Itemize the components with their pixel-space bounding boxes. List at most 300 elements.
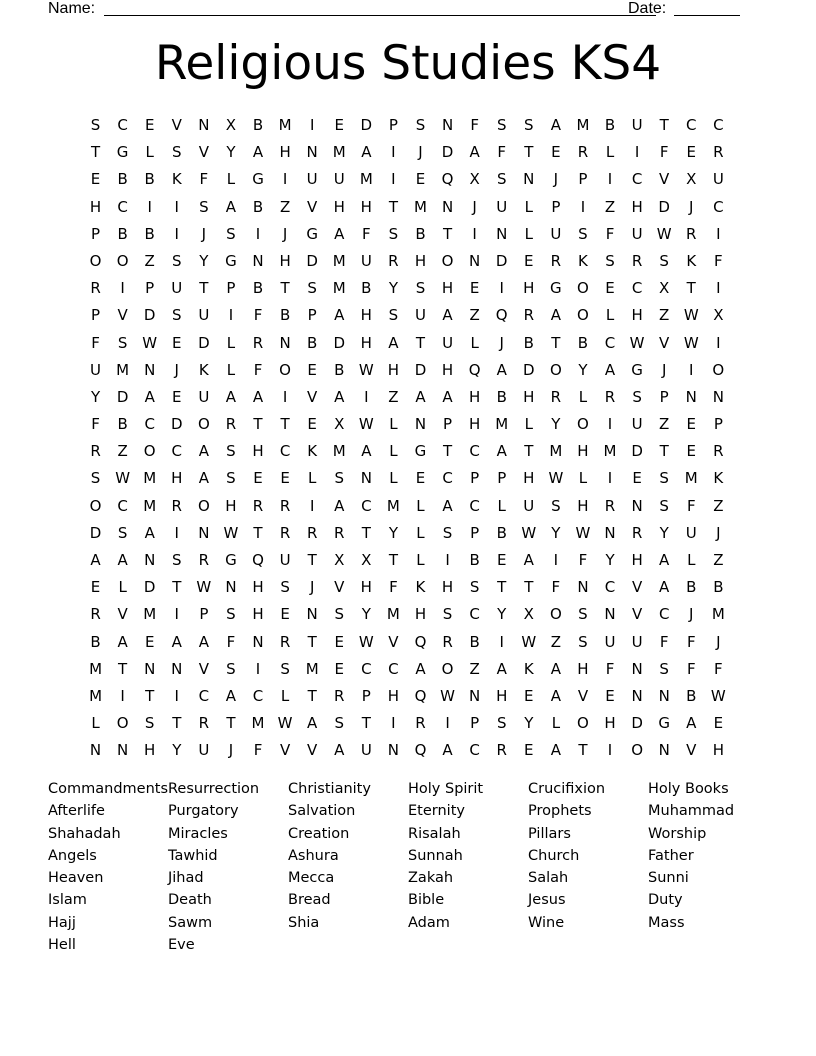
grid-letter: N [387, 741, 400, 760]
grid-letter: S [199, 197, 209, 216]
grid-row [82, 302, 732, 329]
grid-letter: E [90, 170, 101, 189]
grid-letter: F [253, 306, 263, 325]
grid-letter: A [659, 578, 670, 597]
grid-letter: A [361, 143, 372, 162]
grid-letter: L [226, 333, 236, 352]
grid-letter: I [309, 116, 315, 134]
grid-row [82, 547, 732, 574]
word-list-item: Sunni [648, 870, 689, 887]
word-list-item: Purgatory [168, 803, 239, 820]
grid-letter: M [143, 605, 157, 624]
grid-letter: D [523, 360, 535, 379]
grid-letter: O [279, 360, 291, 379]
grid-letter: I [174, 605, 179, 624]
grid-letter: Y [578, 360, 588, 379]
grid-letter: N [144, 360, 156, 379]
grid-letter: H [577, 496, 589, 515]
grid-letter: M [251, 714, 265, 733]
grid-letter: L [416, 551, 425, 569]
grid-letter: D [495, 251, 508, 270]
grid-letter: S [578, 632, 588, 651]
grid-letter: L [416, 523, 425, 542]
grid-letter: U [333, 170, 345, 189]
grid-letter: L [524, 224, 533, 243]
grid-letter: X [523, 605, 534, 624]
grid-letter: X [659, 279, 670, 298]
grid-letter: U [550, 224, 562, 243]
grid-letter: P [91, 306, 101, 325]
grid-letter: C [117, 197, 128, 216]
grid-letter: R [198, 714, 210, 733]
grid-letter: P [470, 523, 480, 542]
grid-letter: I [580, 197, 586, 216]
grid-letter: U [171, 279, 183, 298]
grid-letter: A [307, 714, 318, 733]
grid-row [82, 438, 732, 465]
grid-letter: Z [550, 632, 561, 651]
grid-letter: H [360, 306, 372, 325]
grid-letter: A [442, 306, 453, 325]
grid-letter: S [280, 578, 290, 597]
grid-letter: G [225, 251, 237, 270]
grid-letter: R [442, 632, 453, 651]
grid-letter: K [686, 251, 697, 270]
grid-letter: T [551, 333, 561, 352]
word-list-item: Muhammad [648, 803, 735, 820]
grid-letter: H [468, 415, 481, 434]
grid-letter: S [469, 578, 480, 597]
grid-letter: I [689, 360, 694, 379]
grid-letter: E [605, 686, 615, 705]
grid-letter: L [389, 415, 398, 434]
grid-letter: V [198, 659, 209, 678]
grid-letter: E [496, 551, 507, 569]
grid-letter: G [225, 551, 237, 569]
grid-letter: H [144, 741, 156, 760]
grid-letter: F [91, 333, 100, 352]
grid-letter: S [334, 469, 344, 488]
grid-letter: T [388, 197, 398, 216]
grid-letter: S [226, 442, 236, 461]
grid-letter: S [117, 333, 128, 352]
grid-letter: Z [604, 197, 616, 216]
grid-letter: C [171, 442, 183, 461]
grid-letter: F [605, 659, 615, 678]
grid-letter: C [117, 496, 128, 515]
grid-letter: M [278, 116, 292, 134]
grid-letter: L [118, 578, 127, 597]
grid-letter: S [172, 551, 182, 569]
grid-letter: A [225, 387, 237, 406]
grid-letter: M [495, 415, 509, 434]
grid-letter: N [360, 469, 372, 488]
word-list-item: Risalah [408, 825, 461, 842]
grid-letter: S [144, 714, 155, 733]
grid-letter: I [445, 714, 450, 733]
grid-letter: S [496, 170, 507, 189]
grid-letter: T [90, 143, 101, 162]
grid-letter: V [577, 686, 589, 705]
grid-letter: I [255, 224, 261, 243]
grid-letter: N [252, 632, 264, 651]
grid-letter: C [361, 496, 372, 515]
grid-letter: W [440, 686, 455, 705]
grid-letter: I [607, 469, 613, 488]
grid-letter: A [496, 360, 507, 379]
grid-letter: T [361, 523, 371, 542]
grid-letter: T [118, 659, 128, 678]
word-list-item: Death [168, 892, 212, 909]
grid-letter: A [496, 659, 507, 678]
grid-letter: S [632, 387, 642, 406]
grid-letter: E [280, 605, 290, 624]
word-list-item: Hell [48, 937, 76, 954]
grid-letter: I [120, 686, 125, 705]
grid-letter: A [334, 496, 345, 515]
grid-letter: E [144, 632, 155, 651]
grid-letter: E [524, 251, 534, 270]
grid-letter: E [415, 469, 426, 488]
grid-letter: C [631, 279, 643, 298]
grid-letter: J [689, 197, 694, 216]
grid-letter: D [170, 415, 183, 434]
grid-row [82, 656, 732, 683]
grid-letter: C [252, 686, 264, 705]
grid-letter: N [117, 741, 129, 760]
grid-letter: N [685, 387, 697, 406]
grid-letter: C [198, 686, 210, 705]
grid-letter: I [472, 224, 477, 243]
grid-letter: U [631, 632, 643, 651]
grid-letter: F [253, 741, 263, 760]
grid-row [82, 166, 732, 193]
grid-letter: P [497, 469, 507, 488]
grid-letter: A [198, 632, 209, 651]
grid-letter: N [469, 686, 481, 705]
word-list-item: Shia [288, 914, 320, 931]
grid-letter: A [144, 523, 155, 542]
grid-letter: N [631, 496, 643, 515]
grid-letter: R [306, 523, 318, 542]
grid-letter: P [578, 170, 588, 189]
grid-letter: T [388, 551, 398, 569]
grid-letter: N [712, 387, 724, 406]
word-list-item: Eve [168, 937, 195, 954]
word-list-item: Mecca [288, 870, 335, 887]
word-list-item: Bread [288, 892, 331, 909]
grid-letter: I [282, 387, 288, 406]
grid-letter: H [712, 741, 724, 760]
grid-letter: U [442, 333, 454, 352]
grid-letter: H [252, 605, 264, 624]
grid-letter: S [307, 279, 317, 298]
grid-letter: L [687, 551, 696, 569]
grid-letter: G [550, 279, 562, 298]
grid-letter: V [279, 741, 291, 760]
grid-letter: E [469, 279, 480, 298]
grid-letter: B [279, 306, 291, 325]
grid-letter: F [605, 224, 615, 243]
grid-letter: G [306, 224, 318, 243]
grid-letter: B [604, 116, 616, 134]
grid-row [82, 683, 732, 710]
grid-letter: J [661, 360, 667, 379]
word-list-item: Sawm [168, 914, 213, 931]
grid-letter: C [604, 578, 616, 597]
grid-letter: H [279, 143, 291, 162]
grid-letter: M [684, 469, 698, 488]
grid-letter: I [391, 714, 396, 733]
grid-letter: E [334, 632, 344, 651]
grid-row [82, 520, 732, 547]
word-list-item: Angels [48, 847, 97, 864]
grid-letter: A [90, 551, 101, 569]
grid-letter: H [333, 197, 345, 216]
grid-row [82, 465, 732, 492]
grid-letter: U [685, 523, 697, 542]
grid-letter: Z [713, 496, 724, 515]
grid-letter: H [252, 442, 264, 461]
grid-letter: O [116, 714, 129, 733]
grid-letter: M [549, 442, 563, 461]
grid-letter: O [441, 251, 454, 270]
grid-letter: W [223, 523, 239, 542]
name-label: Name: [48, 0, 96, 17]
grid-letter: X [225, 116, 237, 134]
grid-letter: L [280, 686, 290, 705]
grid-letter: N [523, 170, 535, 189]
grid-letter: B [252, 116, 264, 134]
grid-letter: H [631, 551, 643, 569]
grid-letter: B [496, 387, 507, 406]
grid-letter: B [686, 686, 697, 705]
grid-letter: F [686, 659, 696, 678]
word-list-item: Jihad [168, 870, 204, 887]
grid-letter: I [228, 306, 234, 325]
grid-letter: P [361, 686, 371, 705]
grid-letter: L [226, 360, 236, 379]
grid-letter: T [307, 686, 317, 705]
grid-letter: P [145, 279, 155, 298]
grid-letter: O [441, 659, 454, 678]
grid-letter: U [360, 251, 372, 270]
grid-letter: S [117, 523, 128, 542]
grid-letter: J [201, 224, 207, 243]
grid-letter: E [334, 659, 344, 678]
grid-letter: I [174, 523, 179, 542]
grid-letter: F [253, 360, 263, 379]
grid-letter: H [414, 605, 427, 624]
grid-letter: P [388, 116, 398, 134]
grid-letter: R [334, 686, 345, 705]
grid-row [82, 629, 732, 656]
grid-letter: R [279, 632, 291, 651]
grid-letter: W [142, 333, 158, 352]
grid-letter: A [604, 360, 616, 379]
grid-letter: S [226, 469, 236, 488]
grid-letter: E [172, 333, 182, 352]
grid-letter: H [468, 387, 481, 406]
grid-letter: P [659, 387, 669, 406]
grid-letter: F [714, 251, 723, 270]
grid-letter: H [604, 714, 616, 733]
grid-letter: O [116, 251, 129, 270]
grid-letter: U [496, 197, 508, 216]
grid-letter: N [198, 523, 210, 542]
grid-letter: Z [279, 197, 291, 216]
word-list-item: Pillars [528, 825, 571, 842]
grid-row [82, 248, 732, 275]
grid-letter: H [387, 360, 400, 379]
grid-letter: S [226, 224, 236, 243]
word-list-item: Jesus [528, 892, 566, 909]
grid-row [82, 737, 732, 764]
grid-letter: S [659, 469, 669, 488]
grid-letter: S [172, 306, 182, 325]
word-list-item: Zakah [408, 870, 454, 887]
grid-letter: T [497, 578, 507, 597]
grid-letter: U [90, 360, 102, 379]
grid-letter: C [469, 442, 480, 461]
word-list-item: Duty [648, 892, 683, 909]
grid-row [82, 275, 732, 302]
word-list-item: Adam [408, 914, 450, 931]
word-list-item: Afterlife [48, 803, 105, 820]
grid-letter: H [387, 686, 400, 705]
grid-letter: M [603, 442, 617, 461]
grid-letter: A [550, 686, 561, 705]
grid-letter: V [117, 605, 128, 624]
letter-grid [82, 112, 732, 765]
grid-letter: N [469, 251, 481, 270]
grid-letter: B [523, 333, 534, 352]
grid-letter: D [631, 714, 643, 733]
grid-letter: D [198, 333, 210, 352]
grid-letter: J [228, 741, 234, 760]
grid-letter: O [89, 496, 102, 515]
grid-letter: S [226, 605, 236, 624]
grid-letter: G [631, 360, 643, 379]
grid-letter: A [252, 387, 264, 406]
grid-letter: N [198, 116, 210, 134]
grid-letter: O [197, 415, 210, 434]
grid-letter: E [713, 714, 724, 733]
word-list-item: Mass [648, 914, 685, 931]
grid-letter: W [683, 333, 699, 352]
grid-letter: B [469, 551, 480, 569]
grid-letter: T [361, 714, 371, 733]
grid-letter: R [90, 442, 101, 461]
grid-letter: S [551, 496, 561, 515]
word-list-item: Father [648, 847, 694, 864]
grid-letter: C [117, 116, 128, 134]
grid-letter: D [631, 442, 643, 461]
grid-letter: Y [388, 279, 398, 298]
grid-letter: A [334, 741, 345, 760]
grid-letter: H [414, 251, 427, 270]
grid-letter: B [686, 578, 697, 597]
grid-letter: L [497, 496, 506, 515]
grid-letter: S [496, 116, 507, 134]
grid-letter: A [334, 306, 345, 325]
grid-letter: N [631, 686, 643, 705]
grid-letter: B [361, 279, 372, 298]
grid-letter: C [279, 442, 291, 461]
grid-letter: S [659, 496, 669, 515]
grid-letter: Q [495, 306, 508, 325]
grid-row [82, 194, 732, 221]
grid-letter: N [604, 523, 616, 542]
grid-letter: C [631, 170, 643, 189]
grid-letter: H [360, 578, 372, 597]
grid-letter: O [577, 306, 589, 325]
grid-letter: A [442, 741, 453, 760]
grid-letter: W [575, 523, 591, 542]
grid-letter: B [577, 333, 589, 352]
grid-letter: R [90, 279, 101, 298]
grid-letter: C [713, 197, 724, 216]
grid-letter: K [523, 659, 534, 678]
grid-letter: P [713, 415, 723, 434]
grid-letter: S [334, 605, 344, 624]
grid-letter: S [90, 469, 101, 488]
grid-letter: I [364, 387, 369, 406]
grid-letter: W [656, 224, 672, 243]
grid-letter: N [225, 578, 237, 597]
grid-letter: C [469, 741, 480, 760]
grid-letter: Q [441, 170, 454, 189]
grid-letter: R [252, 333, 264, 352]
grid-letter: B [144, 224, 155, 243]
grid-letter: A [550, 659, 561, 678]
grid-letter: I [607, 741, 613, 760]
grid-letter: F [686, 496, 696, 515]
grid-letter: J [716, 523, 721, 542]
grid-letter: Y [199, 251, 209, 270]
header [48, 0, 748, 20]
grid-letter: N [414, 415, 427, 434]
grid-letter: V [307, 741, 318, 760]
grid-letter: B [117, 170, 128, 189]
grid-letter: F [659, 143, 669, 162]
grid-letter: M [711, 605, 725, 624]
grid-letter: P [91, 224, 101, 243]
grid-letter: U [414, 306, 426, 325]
grid-letter: A [550, 306, 561, 325]
grid-letter: C [713, 116, 724, 134]
grid-letter: B [334, 360, 345, 379]
grid-letter: M [143, 469, 157, 488]
grid-letter: M [386, 496, 400, 515]
page-title: Religious Studies KS4 [154, 36, 662, 91]
grid-letter: X [469, 170, 480, 189]
grid-letter: M [332, 251, 346, 270]
grid-letter: N [604, 605, 616, 624]
grid-letter: Y [388, 523, 398, 542]
grid-letter: U [523, 496, 535, 515]
grid-letter: D [89, 523, 102, 542]
word-list-item: Holy Spirit [408, 781, 484, 797]
grid-letter: R [252, 496, 264, 515]
grid-letter: D [441, 143, 454, 162]
word-list-item: Church [528, 847, 580, 864]
grid-letter: I [716, 279, 721, 298]
grid-letter: U [604, 632, 616, 651]
grid-letter: Q [414, 741, 427, 760]
grid-letter: A [415, 659, 426, 678]
grid-letter: R [604, 496, 616, 515]
